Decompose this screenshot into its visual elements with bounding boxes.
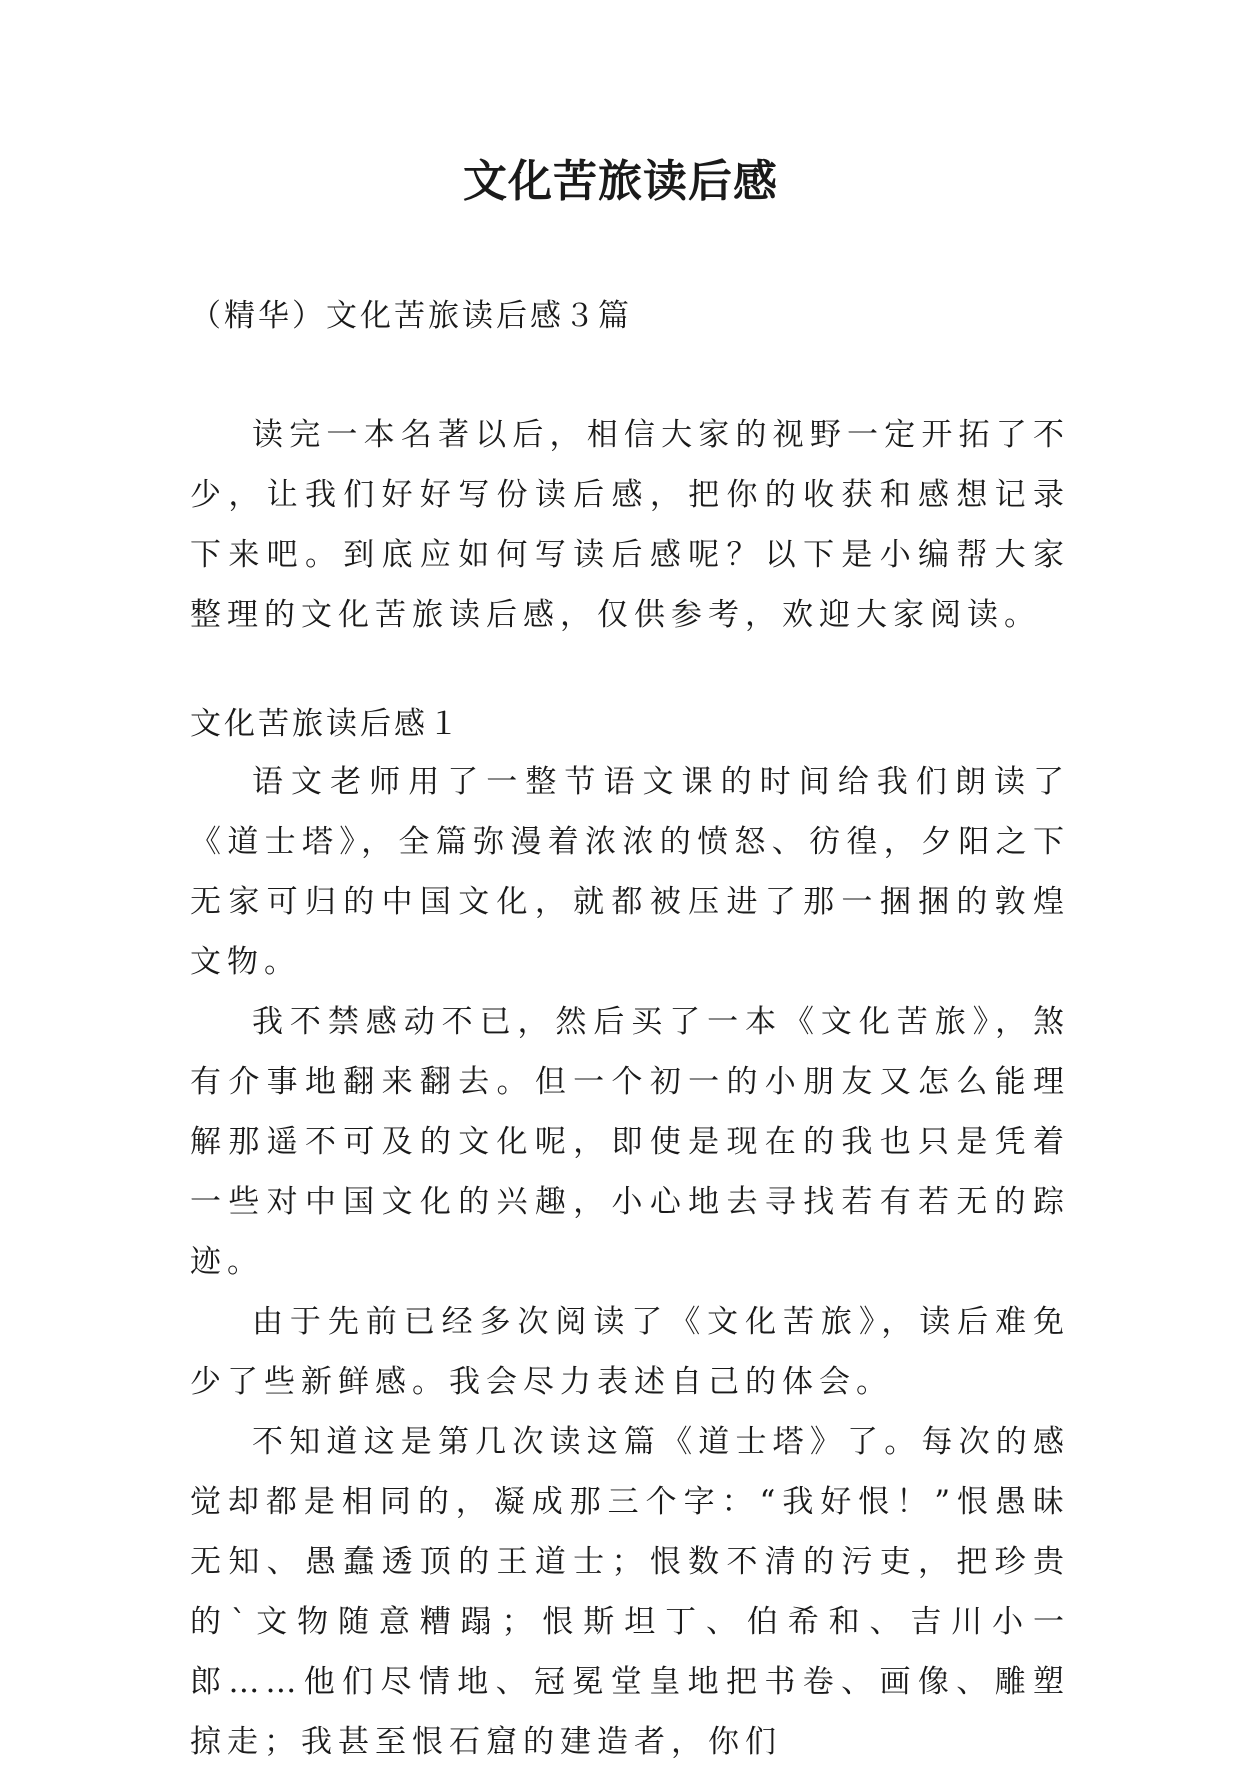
essay-paragraph-3: 由于先前已经多次阅读了《文化苦旅》，读后难免少了些新鲜感。我会尽力表述自己的体会。 <box>190 1304 1070 1400</box>
section-heading: 文化苦旅读后感１ <box>190 706 462 742</box>
essay-paragraph-2: 我不禁感动不已，然后买了一本《文化苦旅》，煞有介事地翻来翻去。但一个初一的小朋友又怎么能理解那遥不可及的文化呢，即使是现在的我也只是凭着一些对中国文化的兴趣，小心地去寻找若有若无的踪迹。 <box>190 1004 1070 1280</box>
document-subtitle: （精华）文化苦旅读后感３篇 <box>190 298 632 334</box>
essay-paragraph-1: 语文老师用了一整节语文课的时间给我们朗读了《道士塔》，全篇弥漫着浓浓的愤怒、彷徨，夕阳之下无家可归的中国文化，就都被压进了那一捆捆的敦煌文物。 <box>190 764 1070 980</box>
essay-paragraph-4: 不知道这是第几次读这篇《道士塔》了。每次的感觉却都是相同的，凝成那三个字：“我好恨！”恨愚昧无知、愚蠢透顶的王道士；恨数不清的污吏，把珍贵的`文物随意糟蹋；恨斯坦丁、伯希和、吉川小一郎……他们尽情地、冠冕堂皇地把书卷、画像、雕塑掠走；我甚至恨石窟的建造者，你们 <box>190 1424 1070 1760</box>
essay-body <box>190 752 1070 1772</box>
intro-paragraph: 读完一本名著以后，相信大家的视野一定开拓了不少，让我们好好写份读后感，把你的收获和感想记录下来吧。到底应如何写读后感呢？以下是小编帮大家整理的文化苦旅读后感，仅供参考，欢迎大家阅读。 <box>190 417 1070 633</box>
document-title: 文化苦旅读后感 <box>463 156 778 207</box>
